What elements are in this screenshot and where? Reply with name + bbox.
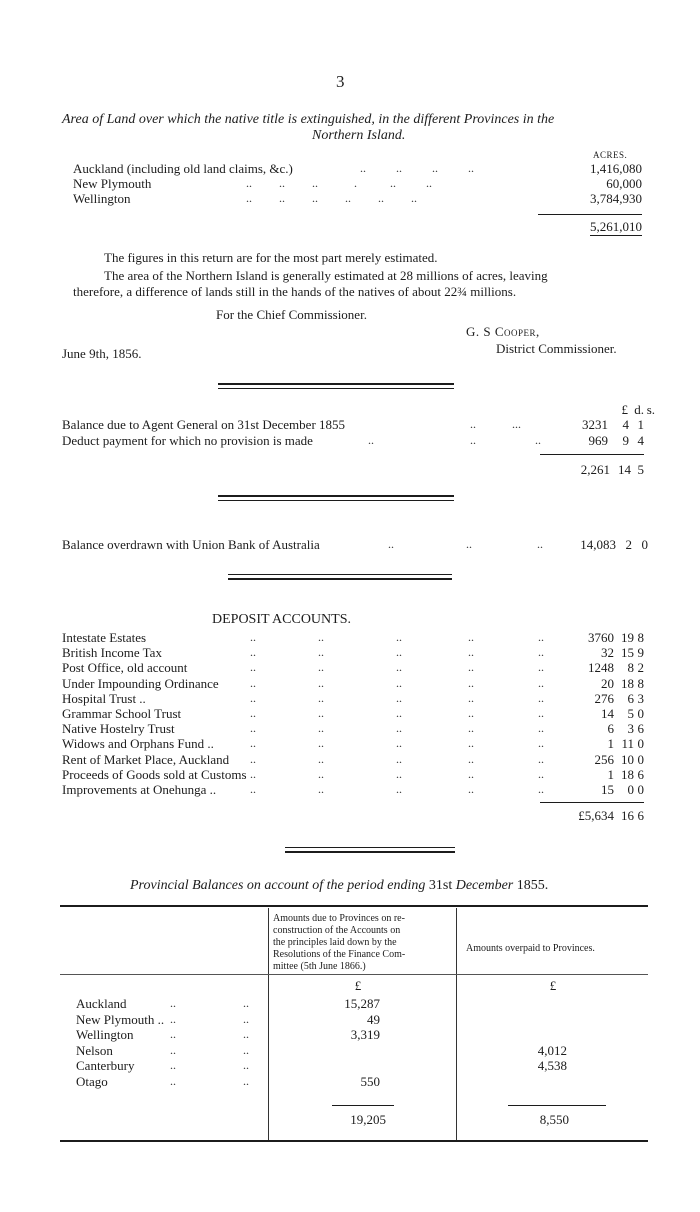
leader-dots: .. — [396, 690, 402, 705]
leader-dots: .. — [537, 537, 543, 551]
province-name: Canterbury — [76, 1058, 135, 1073]
leader-dots: .. — [318, 736, 324, 751]
deposit-row-name: Widows and Orphans Fund .. — [62, 736, 214, 752]
shillings: 14 — [618, 462, 631, 477]
pounds: 15 — [601, 782, 614, 797]
pence: 6 — [637, 808, 644, 823]
leader-dots: .. — [538, 630, 544, 644]
land-row — [0, 191, 700, 206]
leader-dots: .. — [396, 645, 402, 660]
leader-dots: .. — [396, 782, 402, 796]
union-bank-label: Balance overdrawn with Union Bank of Australia — [62, 537, 320, 552]
amount-due: 550 — [360, 1073, 380, 1089]
return-date: June 9th, 1856. — [62, 346, 142, 361]
pence-header: d. — [634, 402, 644, 417]
leader-dots: .. — [250, 675, 256, 690]
subtotal-rule — [540, 802, 644, 803]
leader-dots: .. — [250, 660, 256, 675]
deposit-row-name: Hospital Trust .. — [62, 690, 146, 706]
pence: 0 — [637, 736, 644, 752]
leader-dots: .. — [396, 630, 402, 644]
leader-dots: .. — [243, 1058, 249, 1072]
table-bottom-rule — [60, 1140, 648, 1142]
leader-dots: .. — [466, 537, 472, 551]
leader-dots: .. — [396, 721, 402, 736]
leader-dots: .. — [250, 782, 256, 796]
deposit-row — [0, 752, 700, 767]
shillings: 18 — [621, 766, 634, 782]
agent-row-label: Balance due to Agent General on 31st December 1855 — [62, 417, 346, 432]
land-row-value: 60,000 — [606, 176, 642, 191]
deposit-row — [0, 721, 700, 736]
shillings: 6 — [627, 690, 634, 706]
leader-dots: .. — [468, 645, 474, 660]
leader-dots: .. — [243, 1027, 249, 1041]
deposit-row — [0, 782, 700, 797]
province-name: New Plymouth .. — [76, 1011, 165, 1027]
shillings: 4 — [622, 417, 629, 432]
leader-dots: .. .. .. .. — [360, 161, 474, 175]
pence: 0 — [641, 537, 648, 552]
pence: 0 — [637, 751, 644, 767]
shillings: 5 — [627, 706, 634, 721]
pounds: £5,634 — [578, 808, 614, 823]
leader-dots: .. — [388, 537, 394, 551]
header-rule — [60, 974, 648, 975]
pence: 5 — [637, 462, 644, 477]
leader-dots: .. .. .. .. .. .. — [246, 191, 417, 205]
subtotal-rule — [538, 214, 642, 215]
leader-dots: .. — [170, 1011, 176, 1026]
shillings: 0 — [627, 782, 634, 797]
deposit-row-name: Rent of Market Place, Auckland — [62, 751, 230, 767]
pounds: 3231 — [582, 417, 608, 432]
leader-dots: .. — [243, 996, 249, 1010]
leader-dots: .. — [170, 1027, 176, 1041]
shillings: 3 — [627, 721, 634, 737]
deposit-row-name: Improvements at Onehunga .. — [62, 782, 217, 797]
deposit-row-name: British Income Tax — [62, 645, 162, 661]
leader-dots: .. — [538, 675, 544, 690]
deposit-row-name: Under Impounding Ordinance — [62, 675, 219, 691]
table-top-rule — [60, 905, 648, 907]
leader-dots: .. — [250, 706, 256, 720]
deposit-total-row — [0, 808, 700, 823]
pounds: 32 — [601, 645, 614, 661]
shillings: 18 — [621, 675, 634, 691]
leader-dots: .. — [396, 736, 402, 751]
leader-dots: .. — [250, 690, 256, 705]
pounds: 1 — [607, 766, 614, 782]
leader-dots: .. — [468, 736, 474, 751]
amount-due: 3,319 — [350, 1027, 380, 1042]
land-note-area-line2: therefore, a difference of lands still in the hands of the natives of about 22¾ millions. — [73, 284, 517, 299]
due-currency: £ — [354, 978, 362, 993]
pounds: 3760 — [588, 630, 614, 645]
pence: 1 — [637, 417, 644, 432]
leader-dots: .. — [243, 1073, 249, 1088]
pounds: 1 — [607, 736, 614, 752]
leader-dots: .. — [538, 766, 544, 781]
leader-dots: .. — [538, 706, 544, 720]
leader-dots: .. — [538, 736, 544, 751]
section-divider — [228, 574, 452, 575]
land-title-line2: Northern Island. — [312, 128, 406, 143]
pounds: 2,261 — [580, 462, 610, 477]
leader-dots: .. — [538, 782, 544, 796]
subtotal-rule — [332, 1105, 394, 1106]
pounds: 14,083 — [580, 537, 616, 552]
page-number: 3 — [336, 72, 345, 91]
amount-overpaid: 4,012 — [537, 1042, 567, 1058]
agent-row — [0, 417, 700, 432]
leader-dots: .. — [170, 996, 176, 1010]
shillings: 8 — [627, 660, 634, 676]
pounds: 14 — [601, 706, 614, 721]
land-row-name: New Plymouth — [73, 176, 152, 191]
pence: 6 — [637, 766, 644, 782]
column-divider — [268, 908, 269, 1140]
shillings: 19 — [621, 630, 634, 645]
land-note-area-line1: The area of the Northern Island is generally estimated at 28 millions of acres, leaving — [104, 268, 548, 283]
section-divider — [218, 383, 454, 385]
leader-dots: .. — [318, 782, 324, 796]
overpaid-column-header: Amounts overpaid to Provinces. — [466, 943, 595, 954]
lsd-header-row — [0, 402, 700, 417]
leader-dots: .. — [396, 660, 402, 675]
pence: 4 — [637, 433, 644, 448]
leader-dots: .. — [318, 766, 324, 781]
pence: 8 — [637, 630, 644, 645]
leader-dots: .. — [470, 433, 476, 447]
shillings: 15 — [621, 645, 634, 661]
pounds: 256 — [594, 751, 614, 767]
leader-dots: .. — [243, 1042, 249, 1057]
provincial-title: Provincial Balances on account of the period ending 31st December 1855. — [130, 878, 549, 893]
leader-dots: .. — [250, 751, 256, 766]
agent-row-label: Deduct payment for which no provision is made — [62, 433, 313, 448]
leader-dots: .. — [250, 630, 256, 644]
deposit-row — [0, 676, 700, 691]
land-row-value: 1,416,080 — [590, 161, 642, 176]
pence: 3 — [637, 690, 644, 706]
amount-overpaid: 4,538 — [537, 1058, 567, 1073]
deposit-accounts-title: DEPOSIT ACCOUNTS. — [212, 612, 351, 627]
section-divider — [218, 388, 454, 389]
pence: 2 — [637, 660, 644, 676]
leader-dots: .. — [396, 766, 402, 781]
land-row-name: Wellington — [73, 191, 131, 206]
leader-dots: .. — [170, 1073, 176, 1088]
leader-dots: .. — [538, 690, 544, 705]
deposit-row — [0, 630, 700, 645]
pounds: 969 — [588, 433, 608, 448]
leader-dots: .. — [170, 1058, 176, 1072]
province-name: Otago — [76, 1073, 108, 1089]
section-divider — [218, 500, 454, 501]
province-name: Wellington — [76, 1027, 134, 1042]
subtotal-rule — [508, 1105, 606, 1106]
leader-dots: .. — [468, 751, 474, 766]
leader-dots: .. — [170, 1042, 176, 1057]
pounds: 1248 — [588, 660, 614, 676]
column-divider — [456, 908, 457, 1140]
deposit-row-name: Grammar School Trust — [62, 706, 182, 721]
pence: 6 — [637, 721, 644, 737]
deposit-row — [0, 767, 700, 782]
subtotal-rule — [540, 454, 644, 455]
amount-due: 49 — [367, 1011, 380, 1027]
leader-dots: .. — [318, 645, 324, 660]
leader-dots: .. — [468, 782, 474, 796]
leader-dots: ... — [512, 417, 521, 431]
for-chief-commissioner: For the Chief Commissioner. — [216, 307, 367, 322]
shillings-header: s. — [646, 402, 655, 417]
leader-dots: .. — [243, 1011, 249, 1026]
section-divider — [285, 851, 455, 853]
province-name: Nelson — [76, 1042, 113, 1058]
agent-row — [0, 433, 700, 448]
land-row — [0, 176, 700, 191]
leader-dots: .. .. .. . .. .. — [246, 176, 432, 190]
pence: 0 — [637, 782, 644, 797]
deposit-row — [0, 706, 700, 721]
leader-dots: .. — [468, 660, 474, 675]
land-row-name: Auckland (including old land claims, &c.) — [73, 161, 293, 176]
amount-due: 15,287 — [344, 996, 380, 1011]
agent-total-row — [0, 462, 700, 477]
leader-dots: .. — [318, 675, 324, 690]
shillings: 11 — [621, 736, 634, 752]
shillings: 2 — [625, 537, 632, 552]
land-total: 5,261,010 — [590, 219, 642, 234]
pound-header: £ — [621, 402, 628, 417]
leader-dots: .. — [250, 736, 256, 751]
leader-dots: .. — [318, 751, 324, 766]
leader-dots: .. — [396, 675, 402, 690]
leader-dots: .. — [470, 417, 476, 431]
signatory-title: District Commissioner. — [496, 341, 617, 356]
deposit-row-name: Proceeds of Goods sold at Customs — [62, 766, 247, 782]
leader-dots: .. — [468, 675, 474, 690]
leader-dots: .. — [538, 645, 544, 660]
deposit-row-name: Native Hostelry Trust — [62, 721, 175, 737]
leader-dots: .. — [468, 706, 474, 720]
pence: 0 — [637, 706, 644, 721]
due-column-header: Amounts due to Provinces on re- construction of the Accounts on the principles laid down by the Resolutions of the Finance Com- mittee (5th June 1866.) — [273, 913, 406, 972]
leader-dots: .. — [538, 751, 544, 766]
leader-dots: .. — [538, 660, 544, 675]
acres-unit-label: ACRES. — [593, 150, 628, 160]
deposit-row — [0, 691, 700, 706]
leader-dots: .. — [538, 721, 544, 736]
leader-dots: .. — [318, 630, 324, 644]
shillings: 16 — [621, 808, 634, 823]
pounds: 20 — [601, 675, 614, 691]
leader-dots: .. — [250, 766, 256, 781]
deposit-row — [0, 660, 700, 675]
province-name: Auckland — [76, 996, 127, 1011]
leader-dots: .. — [318, 721, 324, 736]
shillings: 10 — [621, 751, 634, 767]
leader-dots: .. — [468, 766, 474, 781]
pence: 9 — [637, 645, 644, 661]
leader-dots: .. — [318, 660, 324, 675]
leader-dots: .. — [468, 630, 474, 644]
leader-dots: .. — [318, 690, 324, 705]
total-due: 19,205 — [350, 1112, 386, 1127]
leader-dots: .. — [396, 706, 402, 720]
land-title-line1: Area of Land over which the native title is extinguished, in the different Provinces in the — [62, 112, 555, 127]
section-divider — [285, 847, 455, 848]
section-divider — [228, 578, 452, 580]
pounds: 6 — [607, 721, 614, 737]
leader-dots: .. — [535, 433, 541, 447]
leader-dots: .. — [318, 706, 324, 720]
deposit-row — [0, 736, 700, 751]
leader-dots: .. — [250, 645, 256, 660]
pence: 8 — [637, 675, 644, 691]
land-row — [0, 161, 700, 176]
deposit-row — [0, 645, 700, 660]
shillings: 9 — [622, 433, 629, 448]
total-overpaid: 8,550 — [539, 1112, 569, 1127]
deposit-row-name: Intestate Estates — [62, 630, 147, 645]
deposit-row-name: Post Office, old account — [62, 660, 188, 676]
leader-dots: .. — [468, 690, 474, 705]
land-note-estimated: The figures in this return are for the most part merely estimated. — [104, 250, 438, 265]
overpaid-currency: £ — [549, 978, 557, 993]
leader-dots: .. — [468, 721, 474, 736]
leader-dots: .. — [250, 721, 256, 736]
union-bank-row — [0, 537, 700, 552]
pounds: 276 — [594, 690, 614, 706]
signatory-name: G. S Cooper, — [466, 324, 540, 339]
land-row-value: 3,784,930 — [590, 191, 642, 206]
section-divider — [218, 495, 454, 497]
leader-dots: .. — [396, 751, 402, 766]
leader-dots: .. — [368, 433, 374, 447]
